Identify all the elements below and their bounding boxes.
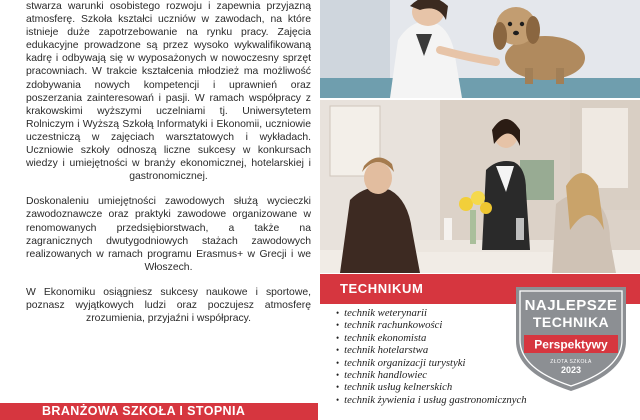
restaurant-photo [320,100,640,273]
technikum-list [336,307,536,406]
list-item: • technik hotelarstwa [336,344,429,357]
vet-photo-illustration [320,0,640,98]
list-item: • technik usług kelnerskich [336,381,453,394]
najlepsze-technika-badge [510,283,632,393]
bullet-icon: • [336,332,340,343]
intro-paragraph: stwarza warunki osobistego rozwoju i zapewnia przyjazną atmosferę. Szkoła kształci uczniów w zawodach, na które istnieje duże zapotrzebowanie na rynku pracy. Zajęcia edukacyjne prowadzone są przez wysoko wykwalifikowaną kadrę i odbywają się w wyposażonych w nowoczesny sprzęt pracowniach. W trakcie kształcenia młodzież ma możliwość zdobywania nowych kompetencji i uprawnień oraz poszerzania zainteresowań i pasji. W ramach współpracy z krakowskimi wyższymi uczelniami tj. Uniwersytetem Rolniczym i Wyższą Szkołą Informatyki i Ekonomii, uczniowie uczestniczą w zajęciach warsztatowych i wykładach. Uczniowie szkoły odnoszą liczne sukcesy w konkursach wiedzy i umiejętności w branży ekonomicznej, hotelarskiej i gastronomicznej. [26,1,311,183]
list-item: • technik weterynarii [336,307,427,319]
badge-brand: Perspektywy [534,337,608,352]
list-item: • technik ekonomista [336,331,427,344]
badge-year: 2023 [560,365,582,375]
vet-photo [320,0,640,98]
list-item: • technik żywienia i usług gastronomicznych [336,393,527,406]
technikum-heading: TECHNIKUM [320,274,640,304]
badge-line1: NAJLEPSZE [524,297,618,314]
bullet-icon: • [336,308,340,318]
bullet-icon: • [336,382,340,393]
practice-paragraph: Doskonaleniu umiejętności zawodowych służą wycieczki zawodoznawcze oraz praktyki zawodowe organizowane w renomowanych przedsiębiorstwach, a także na zagranicznych dwutygodniowych stażach zawodowych realizowanych w ramach programu Erasmus+ w Grecji i we Włoszech. [26,196,311,273]
description-column [26,0,311,337]
bullet-icon: • [336,394,340,405]
badge-line2: TECHNIKA [532,314,610,330]
bullet-icon: • [336,345,340,356]
branz-heading: BRANŻOWA SZKOŁA I STOPNIA [0,403,318,420]
bullet-icon: • [336,320,340,331]
list-item: • technik rachunkowości [336,319,443,332]
list-item: • technik handlowiec [336,369,427,382]
bullet-icon: • [336,357,340,368]
success-paragraph: W Ekonomiku osiągniesz sukcesy naukowe i sportowe, poznasz wyjątkowych ludzi oraz poczujesz atmosferę zrozumienia, przyjaźni i współpracy. [26,286,311,325]
bullet-icon: • [336,370,340,381]
badge-small: ZŁOTA SZKOŁA [550,359,592,365]
restaurant-photo-illustration [320,100,640,273]
list-item: • technik organizacji turystyki [336,356,466,369]
